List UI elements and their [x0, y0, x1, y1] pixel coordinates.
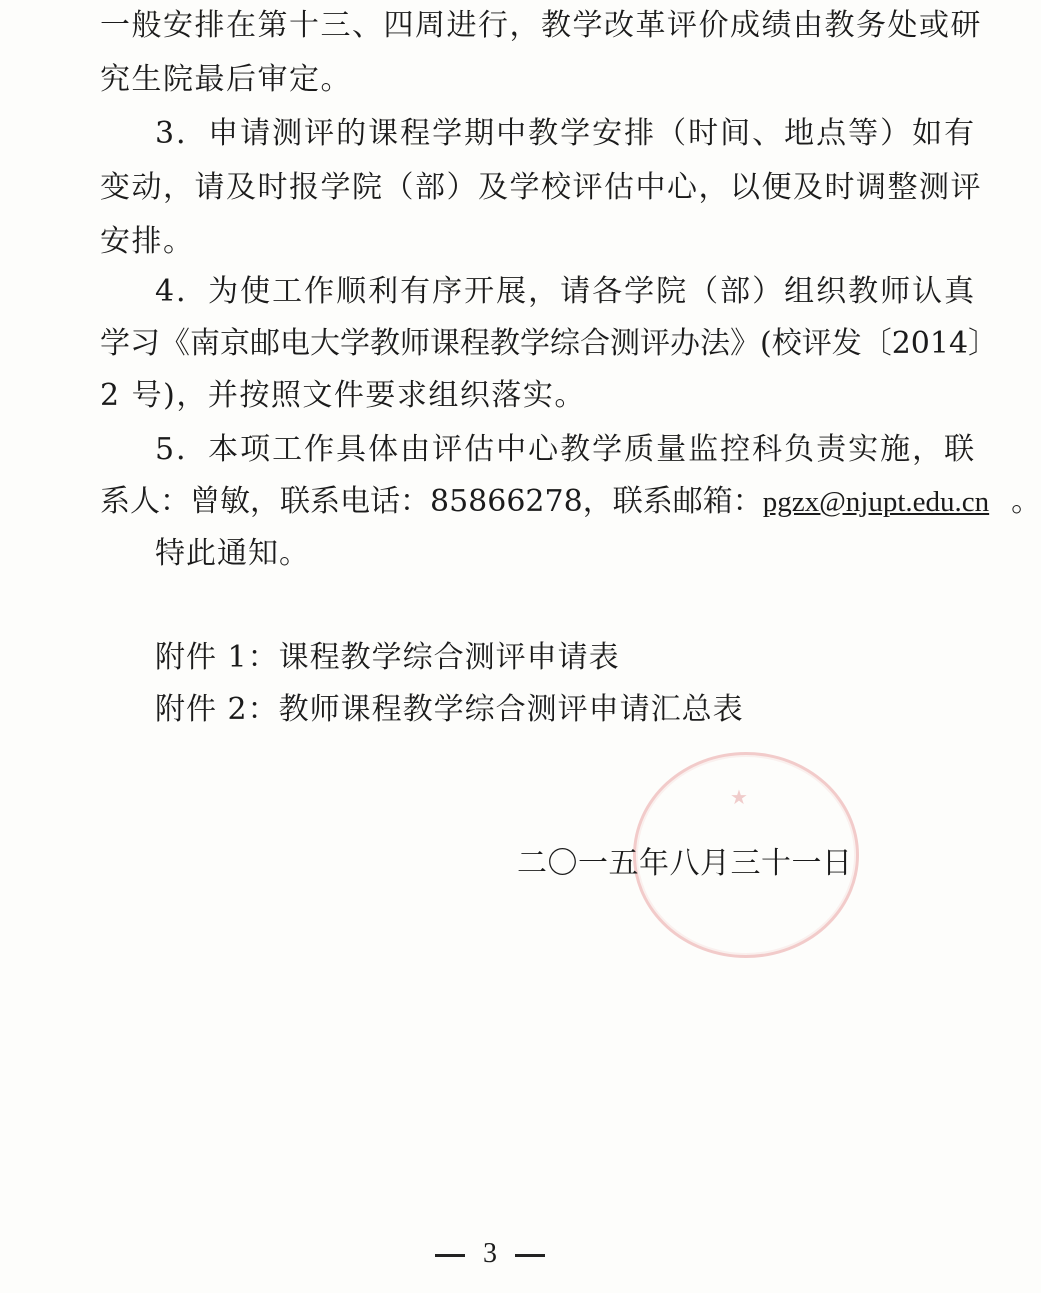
- page-number-value: 3: [483, 1238, 497, 1269]
- item-4-line-2: 学习《南京邮电大学教师课程教学综合测评办法》(校评发〔2014〕: [100, 326, 999, 361]
- email-link[interactable]: pgzx@njupt.edu.cn: [762, 486, 990, 518]
- body-line-2: 究生院最后审定。: [100, 62, 352, 97]
- attachment-2: 附件 2：教师课程教学综合测评申请汇总表: [155, 692, 744, 727]
- official-seal: ★: [633, 752, 859, 958]
- item-3-line-1: 3．申请测评的课程学期中教学安排（时间、地点等）如有: [155, 116, 977, 151]
- page-dash-left: [435, 1254, 465, 1257]
- item-4-line-1: 4．为使工作顺利有序开展，请各学院（部）组织教师认真: [155, 274, 977, 309]
- page-number: [0, 1238, 980, 1270]
- item-4-line-3: 2 号)，并按照文件要求组织落实。: [100, 378, 586, 413]
- item-3-line-3: 安排。: [100, 224, 195, 259]
- attachment-1: 附件 1：课程教学综合测评申请表: [155, 640, 620, 675]
- contact-text: 系人：曾敏，联系电话：85866278，联系邮箱：: [100, 484, 763, 519]
- body-line-1: 一般安排在第十三、四周进行，教学改革评价成绩由教务处或研: [100, 8, 982, 43]
- contact-end: 。: [1011, 484, 1041, 519]
- issue-date: 二〇一五年八月三十一日: [517, 846, 853, 881]
- closing-text: 特此通知。: [155, 536, 310, 571]
- item-3-line-2: 变动，请及时报学院（部）及学校评估中心，以便及时调整测评: [100, 170, 982, 205]
- item-5-line-2: [100, 480, 1041, 524]
- item-5-line-1: 5．本项工作具体由评估中心教学质量监控科负责实施，联: [155, 432, 977, 467]
- page-dash-right: [515, 1254, 545, 1257]
